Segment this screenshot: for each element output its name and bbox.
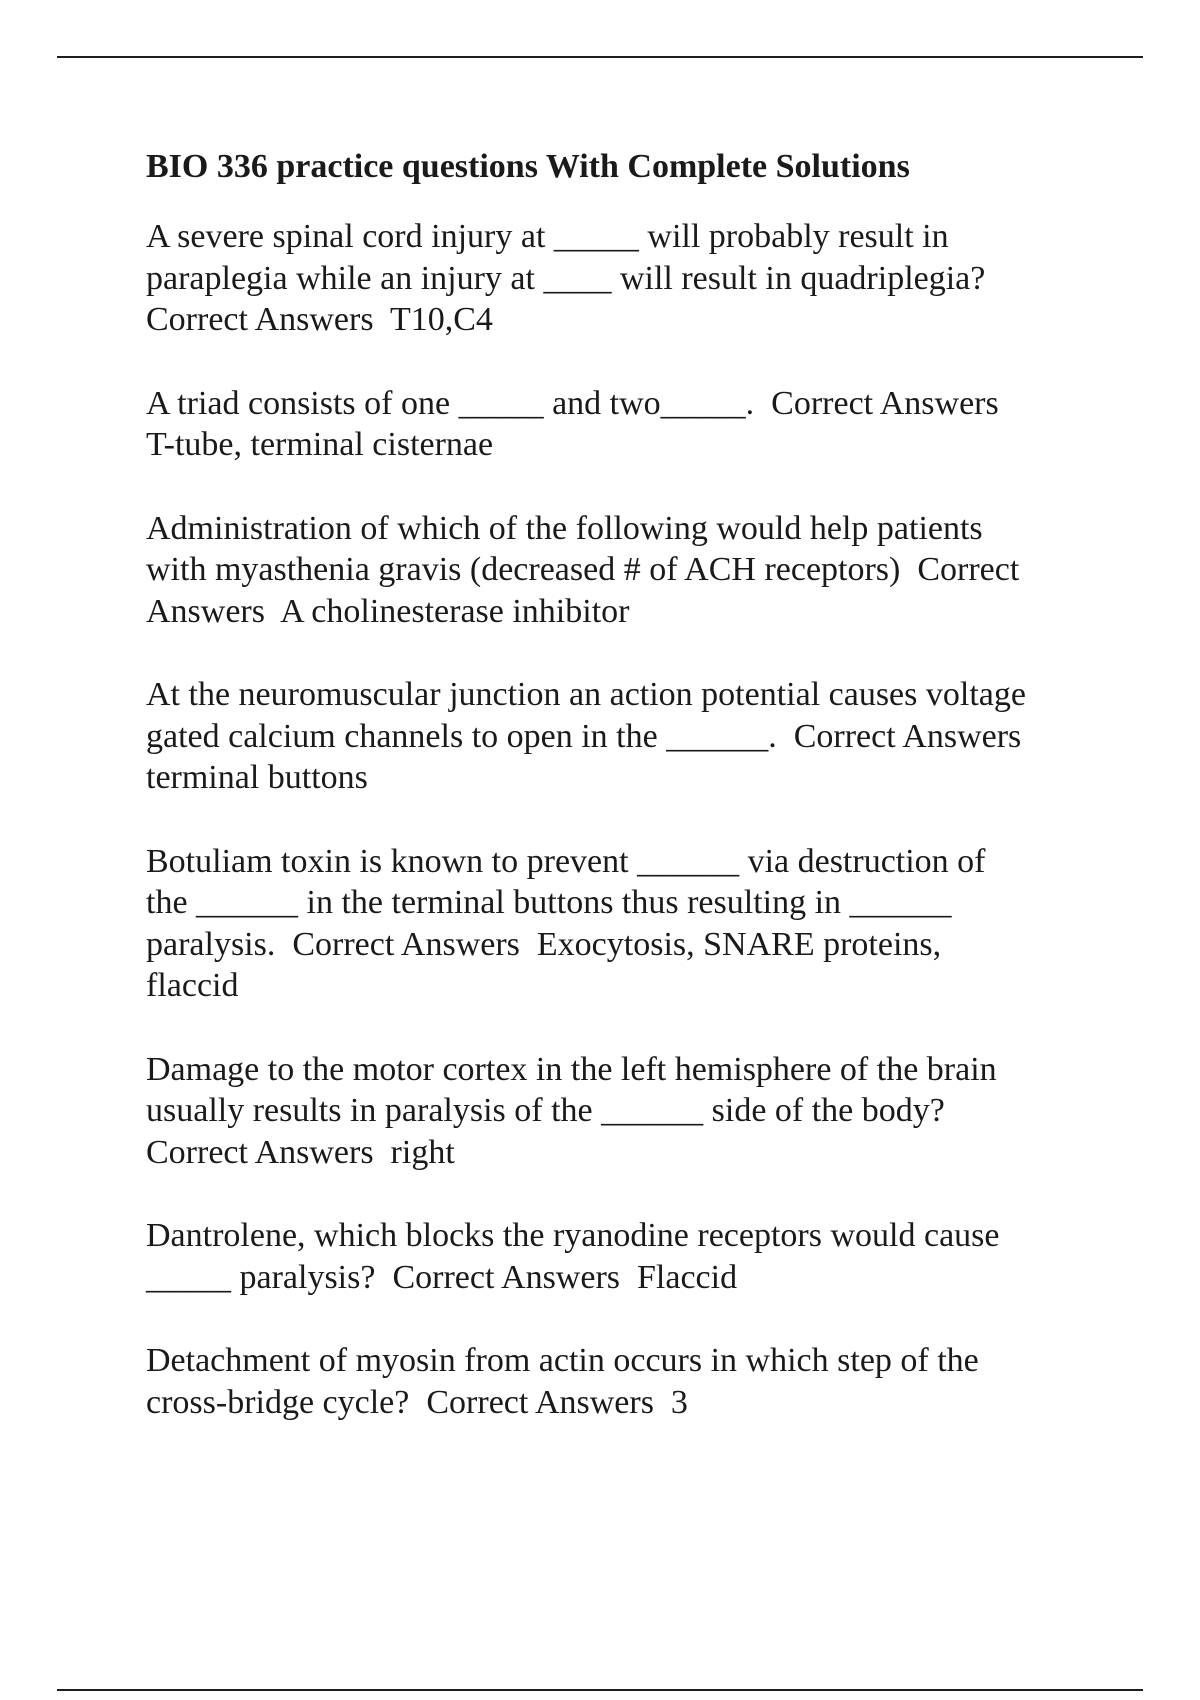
qa-item-3 (146, 508, 1096, 633)
qa-line: the ______ in the terminal buttons thus resulting in ______ (146, 884, 952, 921)
qa-line: terminal buttons (146, 759, 368, 796)
qa-item-4 (146, 674, 1096, 799)
qa-line: Detachment of myosin from actin occurs in which step of the (146, 1342, 979, 1379)
qa-item-7 (146, 1215, 1096, 1298)
footer-rule (57, 1689, 1143, 1691)
qa-line: paraplegia while an injury at ____ will result in quadriplegia? (146, 259, 986, 297)
qa-line: flaccid (146, 967, 239, 1004)
qa-line: gated calcium channels to open in the ______. Correct Answers (146, 717, 1022, 755)
qa-line: Correct Answers T10,C4 (146, 301, 493, 338)
qa-item-8 (146, 1340, 1096, 1423)
qa-line: paralysis. Correct Answers Exocytosis, SNARE proteins, (146, 925, 942, 963)
qa-line: cross-bridge cycle? Correct Answers 3 (146, 1383, 688, 1421)
qa-line: with myasthenia gravis (decreased # of ACH receptors) Correct (146, 551, 1020, 588)
qa-item-5 (146, 841, 1096, 1007)
qa-line: Damage to the motor cortex in the left hemisphere of the brain (146, 1050, 997, 1088)
qa-line: usually results in paralysis of the ______ side of the body? (146, 1092, 945, 1129)
qa-line: At the neuromuscular junction an action potential causes voltage (146, 676, 1026, 713)
qa-line: Dantrolene, which blocks the ryanodine receptors would cause (146, 1217, 1000, 1254)
qa-line: Botuliam toxin is known to prevent ______ via destruction of (146, 842, 986, 880)
document-body (146, 146, 1096, 1465)
qa-line: _____ paralysis? Correct Answers Flaccid (146, 1258, 738, 1296)
qa-item-6 (146, 1049, 1096, 1174)
qa-line: A severe spinal cord injury at _____ will probably result in (146, 218, 949, 255)
qa-line: A triad consists of one _____ and two_____. Correct Answers (146, 384, 999, 422)
header-rule (57, 56, 1143, 58)
qa-line: Administration of which of the following would help patients (146, 509, 983, 547)
document-title: BIO 336 practice questions With Complete Solutions (146, 148, 910, 185)
qa-line: T-tube, terminal cisternae (146, 426, 494, 463)
qa-item-1 (146, 216, 1096, 341)
qa-line: Answers A cholinesterase inhibitor (146, 592, 630, 630)
qa-line: Correct Answers right (146, 1133, 455, 1171)
qa-item-2 (146, 383, 1096, 466)
